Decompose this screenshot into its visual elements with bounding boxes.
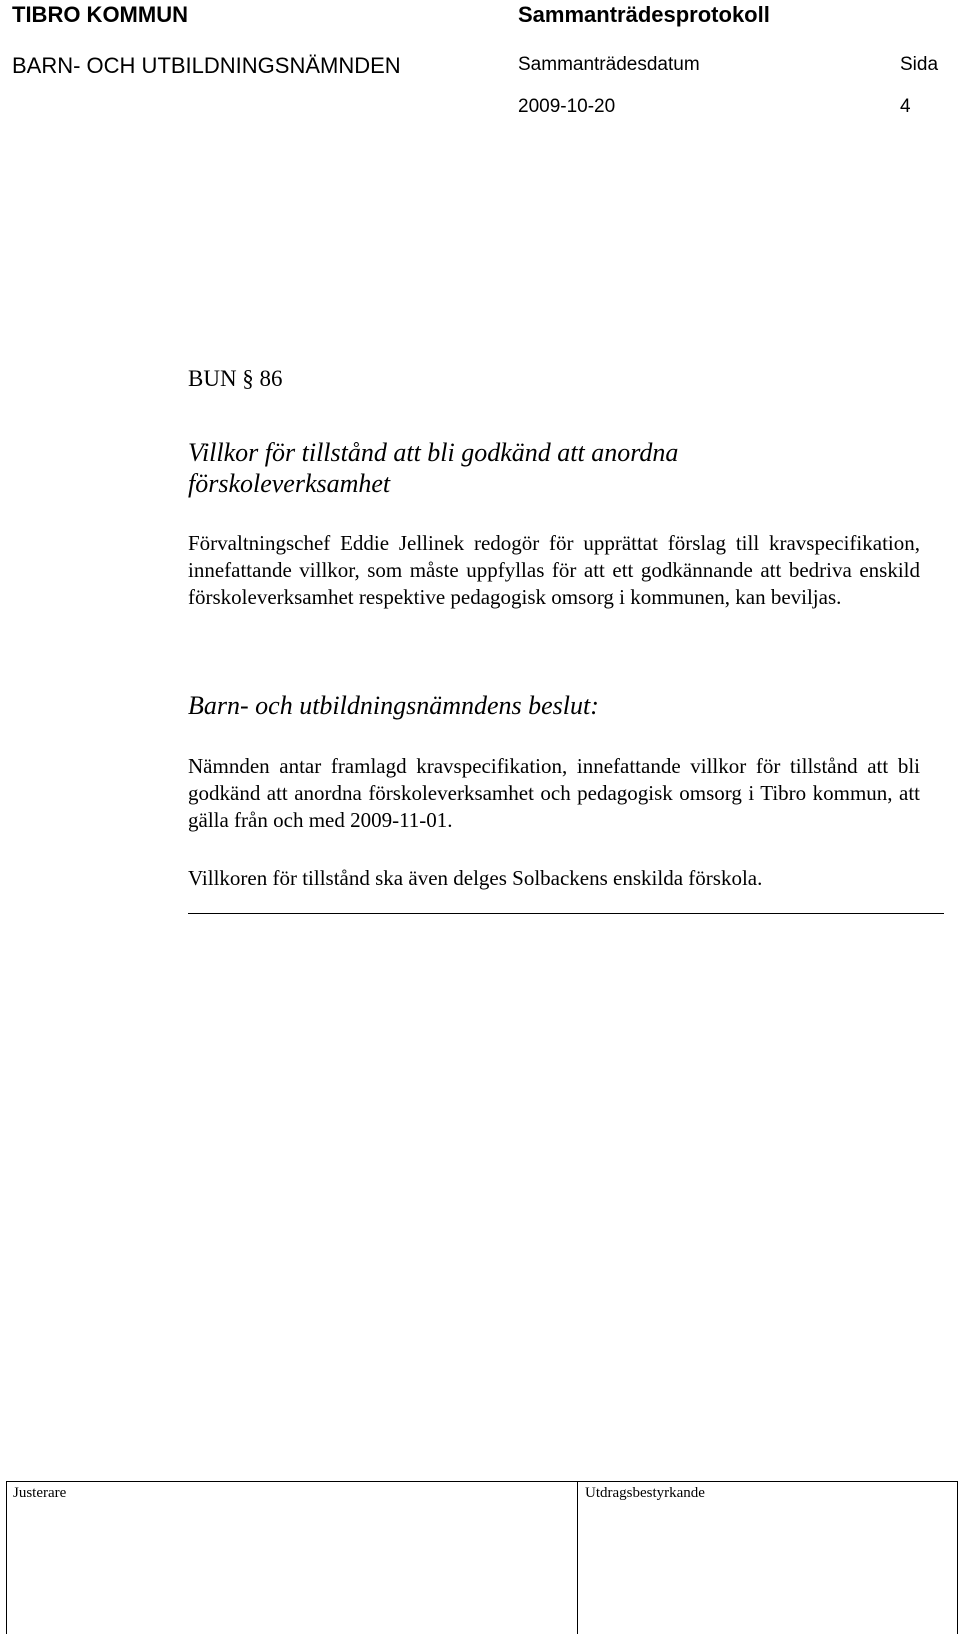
- footer-divider: [577, 1482, 578, 1634]
- paragraph-report: Förvaltningschef Eddie Jellinek redogör för upprättat förslag till kravspecifikation, innefattande villkor, som måste uppfyllas för att ett godkännande att bedriva enskild förskoleverksamhet respektive pedagogisk omsorg i kommunen, kan beviljas.: [188, 531, 920, 609]
- meeting-date-label: Sammanträdesdatum: [518, 54, 700, 75]
- page-label: Sida: [900, 54, 939, 75]
- decision-heading: Barn- och utbildningsnämndens beslut:: [188, 691, 599, 720]
- item-title: Villkor för tillstånd att bli godkänd att anordna förskoleverksamhet: [188, 438, 679, 498]
- section-reference: BUN § 86: [188, 366, 283, 391]
- footer-signature-box: [6, 1481, 958, 1634]
- paragraph-notice: Villkoren för tillstånd ska även delges Solbackens enskilda förskola.: [188, 866, 763, 890]
- meeting-date-value: 2009-10-20: [518, 96, 616, 117]
- section-end-rule: [188, 913, 944, 914]
- page-number: 4: [900, 96, 911, 117]
- organization-name: TIBRO KOMMUN: [12, 2, 188, 27]
- paragraph-decision: Nämnden antar framlagd kravspecifikation, innefattande villkor för tillstånd att bli godkänd att anordna förskoleverksamhet och pedagogisk omsorg i Tibro kommun, att gälla från och med 2009-11-01.: [188, 754, 920, 832]
- document-type: Sammanträdesprotokoll: [518, 2, 770, 27]
- adjuster-label: Justerare: [13, 1485, 67, 1501]
- department-name: BARN- OCH UTBILDNINGSNÄMNDEN: [12, 53, 401, 78]
- extract-certification-label: Utdragsbestyrkande: [585, 1485, 705, 1501]
